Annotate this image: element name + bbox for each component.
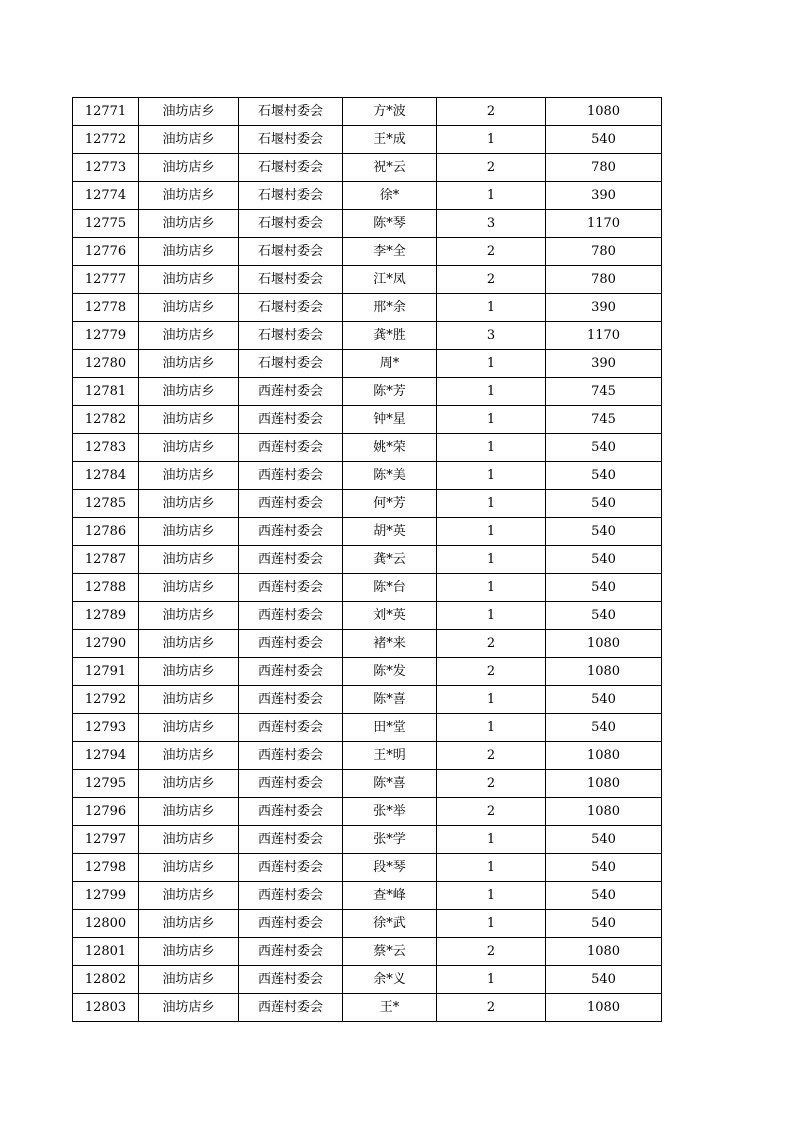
count-cell: 1 [437,966,546,994]
count-cell: 2 [437,770,546,798]
table-row [73,350,662,378]
village-committee-cell: 石堰村委会 [239,126,343,154]
count-cell: 1 [437,910,546,938]
table-row [73,630,662,658]
township-cell: 油坊店乡 [139,126,239,154]
row-number-cell: 12794 [73,742,139,770]
village-committee-cell: 西莲村委会 [239,518,343,546]
village-committee-cell: 石堰村委会 [239,210,343,238]
name-cell: 周* [343,350,437,378]
name-cell: 王*明 [343,742,437,770]
count-cell: 1 [437,602,546,630]
name-cell: 姚*荣 [343,434,437,462]
name-cell: 祝*云 [343,154,437,182]
village-committee-cell: 石堰村委会 [239,98,343,126]
name-cell: 陈*美 [343,462,437,490]
count-cell: 2 [437,658,546,686]
village-committee-cell: 西莲村委会 [239,994,343,1022]
count-cell: 1 [437,490,546,518]
table-row [73,910,662,938]
row-number-cell: 12775 [73,210,139,238]
row-number-cell: 12777 [73,266,139,294]
table-row [73,882,662,910]
township-cell: 油坊店乡 [139,994,239,1022]
amount-cell: 540 [546,714,662,742]
township-cell: 油坊店乡 [139,518,239,546]
village-committee-cell: 西莲村委会 [239,602,343,630]
row-number-cell: 12797 [73,826,139,854]
township-cell: 油坊店乡 [139,714,239,742]
table-row [73,182,662,210]
row-number-cell: 12774 [73,182,139,210]
amount-cell: 540 [546,434,662,462]
row-number-cell: 12781 [73,378,139,406]
village-committee-cell: 石堰村委会 [239,294,343,322]
township-cell: 油坊店乡 [139,910,239,938]
table-row [73,658,662,686]
name-cell: 龚*胜 [343,322,437,350]
name-cell: 邢*余 [343,294,437,322]
amount-cell: 780 [546,266,662,294]
name-cell: 张*举 [343,798,437,826]
row-number-cell: 12790 [73,630,139,658]
amount-cell: 1080 [546,658,662,686]
count-cell: 1 [437,462,546,490]
amount-cell: 1080 [546,770,662,798]
row-number-cell: 12789 [73,602,139,630]
table-row [73,266,662,294]
amount-cell: 540 [546,910,662,938]
amount-cell: 540 [546,882,662,910]
row-number-cell: 12798 [73,854,139,882]
township-cell: 油坊店乡 [139,434,239,462]
village-committee-cell: 石堰村委会 [239,154,343,182]
name-cell: 田*堂 [343,714,437,742]
table-row [73,406,662,434]
count-cell: 1 [437,294,546,322]
township-cell: 油坊店乡 [139,546,239,574]
amount-cell: 1170 [546,322,662,350]
amount-cell: 1080 [546,798,662,826]
village-committee-cell: 石堰村委会 [239,238,343,266]
count-cell: 1 [437,574,546,602]
name-cell: 陈*发 [343,658,437,686]
village-committee-cell: 西莲村委会 [239,434,343,462]
table-row [73,490,662,518]
table-row [73,742,662,770]
village-committee-cell: 西莲村委会 [239,686,343,714]
table-row [73,294,662,322]
name-cell: 李*全 [343,238,437,266]
village-committee-cell: 西莲村委会 [239,966,343,994]
count-cell: 1 [437,126,546,154]
row-number-cell: 12791 [73,658,139,686]
village-committee-cell: 石堰村委会 [239,322,343,350]
township-cell: 油坊店乡 [139,350,239,378]
data-table [72,97,662,1022]
amount-cell: 540 [546,546,662,574]
row-number-cell: 12800 [73,910,139,938]
row-number-cell: 12772 [73,126,139,154]
township-cell: 油坊店乡 [139,210,239,238]
name-cell: 刘*英 [343,602,437,630]
name-cell: 王*成 [343,126,437,154]
amount-cell: 745 [546,406,662,434]
village-committee-cell: 西莲村委会 [239,826,343,854]
amount-cell: 1080 [546,630,662,658]
row-number-cell: 12771 [73,98,139,126]
table-row [73,938,662,966]
village-committee-cell: 西莲村委会 [239,378,343,406]
count-cell: 1 [437,714,546,742]
name-cell: 陈*喜 [343,770,437,798]
township-cell: 油坊店乡 [139,98,239,126]
count-cell: 2 [437,154,546,182]
village-committee-cell: 西莲村委会 [239,658,343,686]
count-cell: 2 [437,238,546,266]
amount-cell: 1080 [546,938,662,966]
count-cell: 2 [437,266,546,294]
row-number-cell: 12780 [73,350,139,378]
name-cell: 陈*台 [343,574,437,602]
amount-cell: 1080 [546,994,662,1022]
name-cell: 胡*英 [343,518,437,546]
table-row [73,126,662,154]
village-committee-cell: 西莲村委会 [239,462,343,490]
row-number-cell: 12785 [73,490,139,518]
table-row [73,686,662,714]
row-number-cell: 12793 [73,714,139,742]
township-cell: 油坊店乡 [139,826,239,854]
table-row [73,462,662,490]
village-committee-cell: 西莲村委会 [239,742,343,770]
township-cell: 油坊店乡 [139,854,239,882]
count-cell: 1 [437,518,546,546]
table-body [73,98,662,1022]
row-number-cell: 12788 [73,574,139,602]
amount-cell: 1080 [546,98,662,126]
count-cell: 1 [437,826,546,854]
village-committee-cell: 西莲村委会 [239,714,343,742]
township-cell: 油坊店乡 [139,182,239,210]
count-cell: 2 [437,994,546,1022]
name-cell: 余*义 [343,966,437,994]
table-row [73,966,662,994]
count-cell: 2 [437,798,546,826]
amount-cell: 390 [546,350,662,378]
amount-cell: 540 [546,518,662,546]
table-row [73,854,662,882]
name-cell: 江*凤 [343,266,437,294]
amount-cell: 540 [546,574,662,602]
village-committee-cell: 西莲村委会 [239,910,343,938]
amount-cell: 780 [546,154,662,182]
count-cell: 2 [437,98,546,126]
table-row [73,826,662,854]
row-number-cell: 12787 [73,546,139,574]
name-cell: 何*芳 [343,490,437,518]
village-committee-cell: 西莲村委会 [239,574,343,602]
village-committee-cell: 西莲村委会 [239,546,343,574]
township-cell: 油坊店乡 [139,406,239,434]
row-number-cell: 12778 [73,294,139,322]
village-committee-cell: 西莲村委会 [239,854,343,882]
table-row [73,210,662,238]
row-number-cell: 12799 [73,882,139,910]
count-cell: 2 [437,742,546,770]
count-cell: 1 [437,546,546,574]
table-row [73,238,662,266]
village-committee-cell: 西莲村委会 [239,630,343,658]
amount-cell: 540 [546,966,662,994]
township-cell: 油坊店乡 [139,322,239,350]
amount-cell: 780 [546,238,662,266]
count-cell: 2 [437,630,546,658]
village-committee-cell: 石堰村委会 [239,182,343,210]
township-cell: 油坊店乡 [139,154,239,182]
name-cell: 陈*琴 [343,210,437,238]
table-row [73,518,662,546]
township-cell: 油坊店乡 [139,658,239,686]
amount-cell: 1170 [546,210,662,238]
township-cell: 油坊店乡 [139,686,239,714]
count-cell: 1 [437,350,546,378]
township-cell: 油坊店乡 [139,294,239,322]
table-row [73,322,662,350]
village-committee-cell: 西莲村委会 [239,490,343,518]
name-cell: 龚*云 [343,546,437,574]
count-cell: 1 [437,378,546,406]
count-cell: 1 [437,686,546,714]
amount-cell: 1080 [546,742,662,770]
township-cell: 油坊店乡 [139,602,239,630]
name-cell: 钟*星 [343,406,437,434]
township-cell: 油坊店乡 [139,238,239,266]
amount-cell: 540 [546,462,662,490]
village-committee-cell: 西莲村委会 [239,882,343,910]
table-row [73,714,662,742]
village-committee-cell: 西莲村委会 [239,770,343,798]
table-row [73,378,662,406]
amount-cell: 540 [546,826,662,854]
name-cell: 张*学 [343,826,437,854]
row-number-cell: 12786 [73,518,139,546]
amount-cell: 540 [546,854,662,882]
amount-cell: 540 [546,126,662,154]
amount-cell: 390 [546,294,662,322]
township-cell: 油坊店乡 [139,770,239,798]
amount-cell: 390 [546,182,662,210]
township-cell: 油坊店乡 [139,462,239,490]
name-cell: 王* [343,994,437,1022]
table-row [73,770,662,798]
count-cell: 2 [437,938,546,966]
count-cell: 1 [437,434,546,462]
name-cell: 徐* [343,182,437,210]
row-number-cell: 12801 [73,938,139,966]
table-row [73,798,662,826]
table-row [73,154,662,182]
count-cell: 3 [437,322,546,350]
row-number-cell: 12802 [73,966,139,994]
name-cell: 陈*芳 [343,378,437,406]
amount-cell: 745 [546,378,662,406]
amount-cell: 540 [546,602,662,630]
count-cell: 1 [437,406,546,434]
row-number-cell: 12792 [73,686,139,714]
count-cell: 1 [437,182,546,210]
row-number-cell: 12803 [73,994,139,1022]
village-committee-cell: 西莲村委会 [239,938,343,966]
name-cell: 查*峰 [343,882,437,910]
table-row [73,994,662,1022]
table-row [73,602,662,630]
township-cell: 油坊店乡 [139,938,239,966]
township-cell: 油坊店乡 [139,742,239,770]
amount-cell: 540 [546,686,662,714]
township-cell: 油坊店乡 [139,966,239,994]
row-number-cell: 12773 [73,154,139,182]
village-committee-cell: 石堰村委会 [239,266,343,294]
name-cell: 蔡*云 [343,938,437,966]
row-number-cell: 12795 [73,770,139,798]
row-number-cell: 12776 [73,238,139,266]
name-cell: 方*波 [343,98,437,126]
name-cell: 段*琴 [343,854,437,882]
row-number-cell: 12784 [73,462,139,490]
township-cell: 油坊店乡 [139,266,239,294]
row-number-cell: 12782 [73,406,139,434]
name-cell: 陈*喜 [343,686,437,714]
row-number-cell: 12796 [73,798,139,826]
row-number-cell: 12783 [73,434,139,462]
amount-cell: 540 [546,490,662,518]
township-cell: 油坊店乡 [139,490,239,518]
township-cell: 油坊店乡 [139,798,239,826]
township-cell: 油坊店乡 [139,378,239,406]
count-cell: 3 [437,210,546,238]
table-row [73,98,662,126]
count-cell: 1 [437,882,546,910]
township-cell: 油坊店乡 [139,630,239,658]
name-cell: 徐*武 [343,910,437,938]
row-number-cell: 12779 [73,322,139,350]
village-committee-cell: 西莲村委会 [239,406,343,434]
village-committee-cell: 西莲村委会 [239,798,343,826]
table-row [73,574,662,602]
table-row [73,546,662,574]
township-cell: 油坊店乡 [139,574,239,602]
table-row [73,434,662,462]
township-cell: 油坊店乡 [139,882,239,910]
name-cell: 褚*来 [343,630,437,658]
village-committee-cell: 石堰村委会 [239,350,343,378]
count-cell: 1 [437,854,546,882]
